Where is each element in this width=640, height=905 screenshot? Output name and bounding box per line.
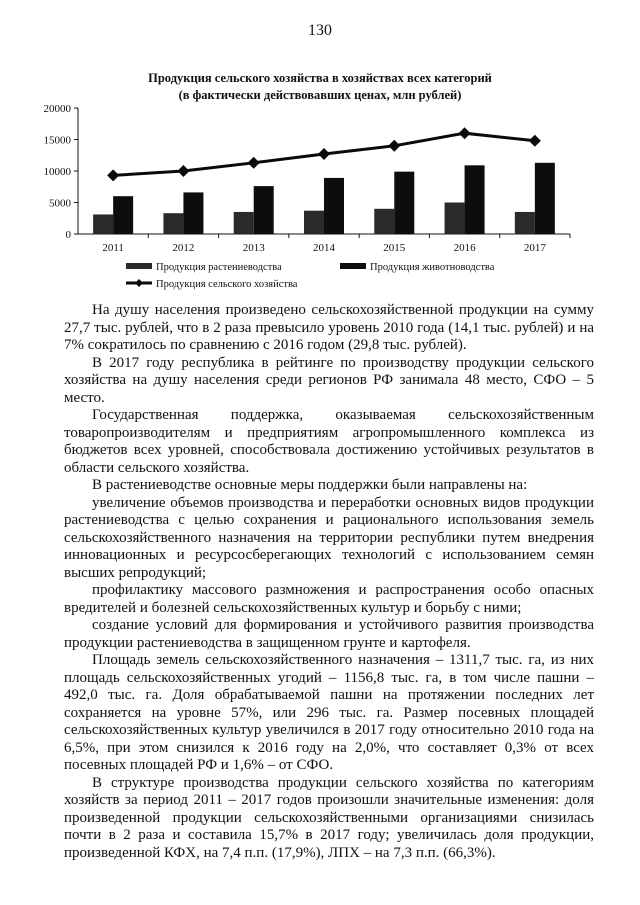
bar [234, 212, 254, 234]
x-tick-label: 2015 [383, 242, 406, 254]
bar [324, 178, 344, 234]
paragraph: На душу населения произведено сельскохозяйственной продукции на сумму 27,7 тыс. рублей, что в 2 раза превысило уровень 2010 года (14,1 тыс. рублей) и на 7% сократилось по сравнению с 2016 годом (29,8 тыс. рублей). [64, 302, 594, 353]
page-number: 130 [308, 22, 332, 39]
chart-title-line-1: Продукция сельского хозяйства в хозяйствах всех категорий [148, 71, 492, 85]
chart-title-line-2: (в фактически действовавших ценах, млн рублей) [178, 88, 462, 102]
bar [113, 196, 133, 234]
y-tick-label: 20000 [43, 103, 71, 115]
bar [183, 192, 203, 234]
bar [515, 212, 535, 234]
line-marker [107, 169, 119, 181]
bar [254, 186, 274, 234]
legend-label: Продукция животноводства [370, 262, 495, 273]
legend-swatch [340, 263, 366, 269]
legend-marker [135, 279, 143, 287]
y-tick-label: 15000 [43, 134, 71, 147]
bar [374, 209, 394, 234]
y-tick-label: 10000 [43, 166, 71, 178]
y-tick-label: 0 [65, 229, 71, 241]
line-marker [177, 165, 189, 177]
legend-swatch [126, 263, 152, 269]
body-text [64, 302, 594, 862]
paragraph: создание условий для формирования и устойчивого развития производства продукции растениеводства в защищенном грунте и картофеля. [64, 617, 594, 651]
paragraph: профилактику массового размножения и распространения особо опасных вредителей и болезней сельскохозяйственных культур и борьбу с ними; [64, 582, 594, 616]
x-tick-label: 2016 [453, 242, 476, 254]
bar [93, 214, 113, 234]
line-marker [459, 127, 471, 139]
x-tick-label: 2013 [242, 242, 265, 254]
x-tick-label: 2017 [523, 242, 546, 254]
x-tick-label: 2012 [172, 242, 195, 254]
x-tick-label: 2011 [102, 242, 124, 254]
y-tick-label: 5000 [49, 197, 71, 210]
bar [394, 172, 414, 234]
paragraph: Площадь земель сельскохозяйственного назначения – 1311,7 тыс. га, из них площадь сельскохозяйственных угодий – 1156,8 тыс. га, в том числе пашни – 492,0 тыс. га. Доля обрабатываемой пашни на протяжении последних лет сохраняется на уровне 57%, или 296 тыс. га. Размер посевных площадей сельскохозяйственных культур увеличился в 2017 году относительно 2010 года на 6,5%, при этом снизился к 2016 году на 2,0%, что составляет 0,3% от всех посевных площадей РФ и 1,6% – от СФО. [64, 652, 594, 773]
legend-label: Продукция растениеводства [156, 262, 282, 273]
line-marker [248, 157, 260, 169]
paragraph: Государственная поддержка, оказываемая сельскохозяйственным товаропроизводителям и предприятиям агропромышленного комплекса из бюджетов всех уровней, способствовала достижению устойчивых результатов в области сельского хозяйства. [64, 407, 594, 476]
line-marker [318, 148, 330, 160]
bar-line-chart [30, 98, 580, 293]
bar [304, 211, 324, 234]
bar [535, 163, 555, 234]
x-tick-label: 2014 [313, 242, 335, 254]
bar [163, 213, 183, 234]
paragraph: В 2017 году республика в рейтинге по производству продукции сельского хозяйства на душу населения среди регионов РФ занимала 48 место, СФО – 5 место. [64, 354, 594, 406]
paragraph: В растениеводстве основные меры поддержки были направлены на: [92, 477, 528, 493]
bar [445, 203, 465, 235]
line-marker [529, 135, 541, 147]
paragraph: В структуре производства продукции сельского хозяйства по категориям хозяйств за период 2011 – 2017 годов произошли значительные изменения: доля произведенной продукции сельскохозяйственными организациями снизилась почти в 2 раза и составила 15,7% в 2017 году; увеличилась доля продукции, произведенной КФХ, на 7,4 п.п. (17,9%), ЛПХ – на 7,3 п.п. (66,3%). [64, 774, 594, 861]
legend-label: Продукция сельского хозяйства [156, 279, 298, 290]
paragraph: увеличение объемов производства и переработки основных видов продукции растениеводства с целью сохранения и рационального использования земель сельскохозяйственного назначения на территории республики путем внедрения инновационных и ресурсосберегающих технологий с использованием семян высших репродукций; [64, 494, 594, 581]
line-marker [388, 140, 400, 152]
bar [465, 165, 485, 234]
